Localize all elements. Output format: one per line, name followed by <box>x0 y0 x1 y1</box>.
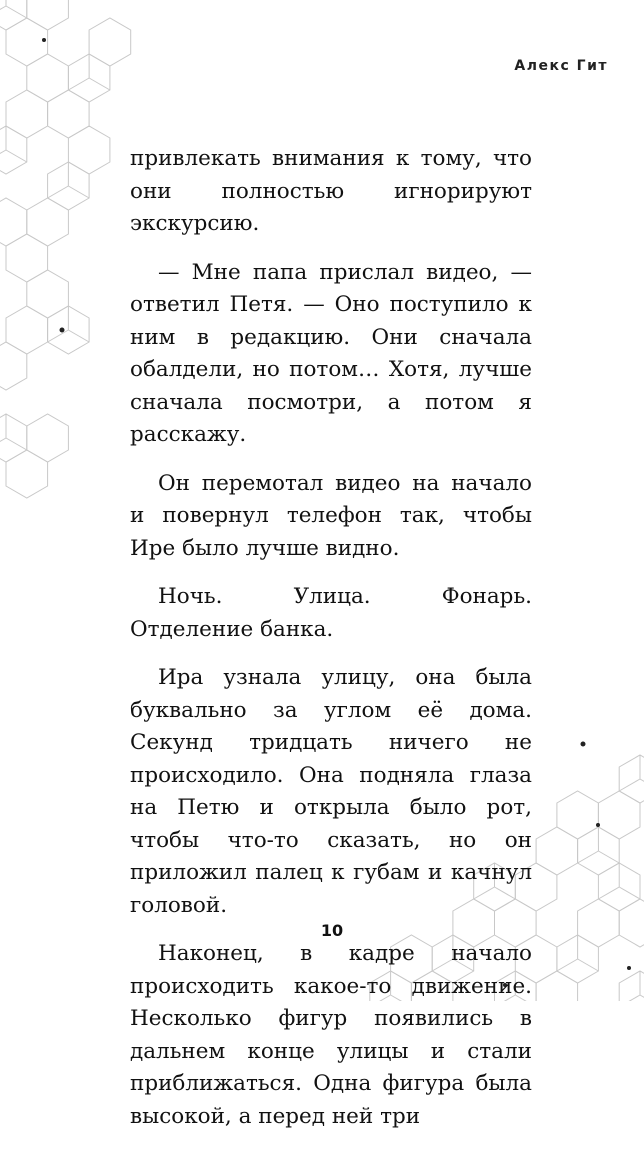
cube-edge <box>598 887 619 899</box>
cube-edge <box>6 6 27 18</box>
hexagon-shape <box>0 342 27 390</box>
hexagon-shape <box>6 18 48 66</box>
cube-edge <box>640 995 644 1001</box>
hexagon-shape <box>557 791 599 839</box>
page-body-text <box>130 143 532 1149</box>
cube-edge <box>0 6 6 18</box>
cube-edge <box>619 779 640 791</box>
paragraph: Ира узнала улицу, она была буквально за углом её дома. Секунд тридцать ничего не происходило. Она подняла глаза на Петю и открыла было рот, чтобы что-то сказать, но он приложил палец к губам и качнул головой. <box>130 662 532 922</box>
cube-edge <box>68 330 89 342</box>
cube-edge <box>6 438 27 450</box>
cube-edge <box>640 779 644 791</box>
pattern-dot <box>60 328 65 333</box>
cube-edge <box>89 78 110 90</box>
cube-edge <box>578 851 599 863</box>
paragraph: привлекать внимания к тому, что они полностью игнорируют экскурсию. <box>130 143 532 241</box>
page-number: 10 <box>0 921 644 940</box>
hexagon-shape <box>6 450 48 498</box>
hexagon-shape <box>6 234 48 282</box>
cube-edge <box>0 438 6 450</box>
hexagon-shape <box>536 827 578 875</box>
hexagon-shape <box>48 90 90 138</box>
hexagon-shape <box>536 971 578 1001</box>
cube-edge <box>619 887 640 899</box>
running-header-author: Алекс Гит <box>514 58 608 74</box>
hexagon-shape <box>0 198 27 246</box>
hexagon-shape <box>6 306 48 354</box>
paragraph: Ночь. Улица. Фонарь. Отделение банка. <box>130 581 532 646</box>
hexagon-shape <box>27 54 69 102</box>
hexagon-shape <box>27 0 69 30</box>
hexagon-shape <box>27 414 69 462</box>
paragraph: — Мне папа прислал видео, — ответил Петя. — Оно поступило к ним в редакцию. Они сначала обалдели, но потом… Хотя, лучше сначала посмотри, а потом я расскажу. <box>130 257 532 452</box>
cube-edge <box>6 150 27 162</box>
hexagon-shape <box>27 198 69 246</box>
hexagon-shape <box>6 90 48 138</box>
cube-edge <box>557 959 578 971</box>
cube-edge <box>48 186 69 198</box>
cube-edge <box>619 995 640 1001</box>
hexagon-shape <box>68 126 110 174</box>
pattern-dot <box>42 38 46 42</box>
cube-edge <box>48 330 69 342</box>
hexagon-shape <box>598 791 640 839</box>
paragraph: Наконец, в кадре начало происходить какое-то движение. Несколько фигур появились в дальнем конце улицы и стали приближаться. Одна фигура была высокой, а перед ней три <box>130 938 532 1133</box>
cube-edge <box>0 150 6 162</box>
hexagon-shape <box>89 18 131 66</box>
hexagon-shape <box>0 414 27 462</box>
pattern-dot <box>581 742 586 747</box>
hexagon-pattern-top-left <box>0 0 131 498</box>
cube-edge <box>68 78 89 90</box>
cube-edge <box>68 186 89 198</box>
cube-edge <box>598 851 619 863</box>
hexagon-shape <box>0 126 27 174</box>
cube-edge <box>578 959 599 971</box>
hexagon-shape <box>27 270 69 318</box>
pattern-dot <box>596 823 600 827</box>
pattern-dot <box>627 966 631 970</box>
paragraph: Он перемотал видео на начало и повернул телефон так, чтобы Ире было лучше видно. <box>130 468 532 566</box>
